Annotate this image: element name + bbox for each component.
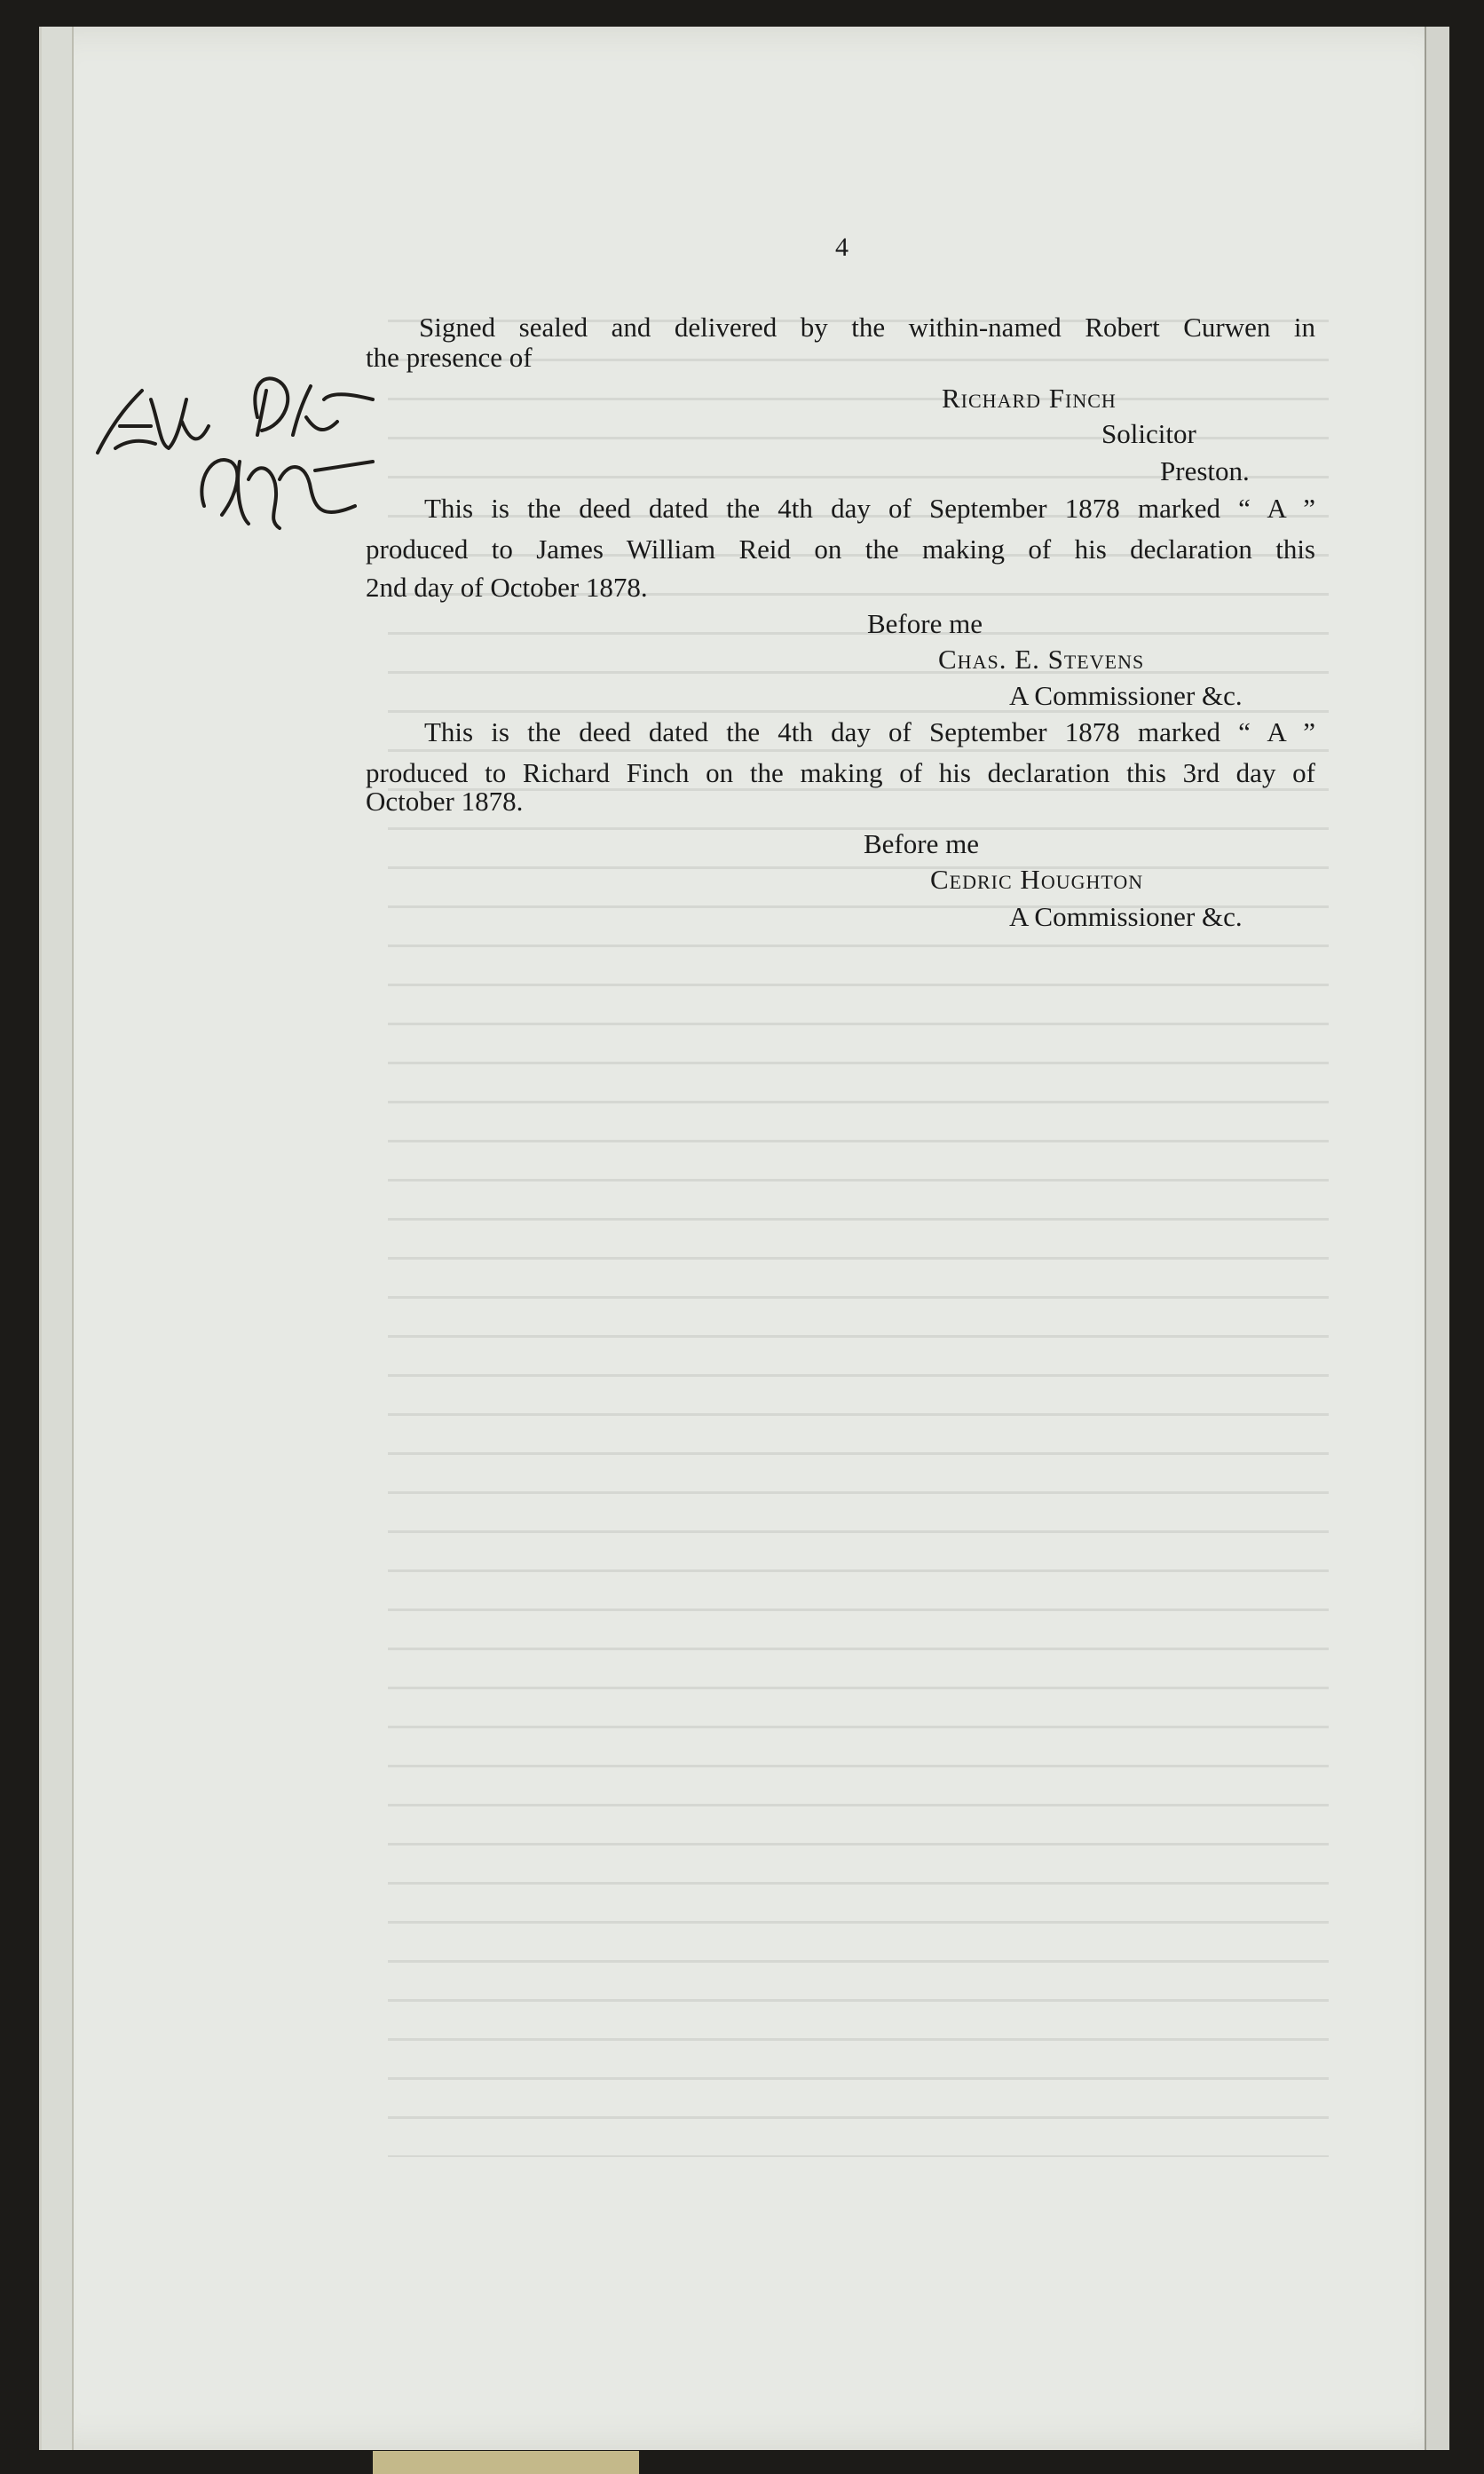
declaration-2-line-1: This is the deed dated the 4th day of September 1878 marked “ A ”	[424, 716, 1315, 747]
declaration-1-line-3: 2nd day of October 1878.	[366, 572, 648, 603]
declaration-1-line-2: produced to James William Reid on the making of his declaration this	[366, 534, 1315, 565]
declaration-1-line-1: This is the deed dated the 4th day of September 1878 marked “ A ”	[424, 493, 1315, 524]
page-number: 4	[835, 233, 849, 262]
declaration-2-line-2: produced to Richard Finch on the making of his declaration this 3rd day of	[366, 757, 1315, 788]
attestation-line-2: the presence of	[366, 342, 533, 373]
witness-title: Solicitor	[1101, 418, 1196, 449]
declaration-1-commissioner-title: A Commissioner &c.	[1009, 680, 1243, 711]
handwritten-initials	[89, 364, 391, 559]
attestation-line-1: Signed sealed and delivered by the within-named Robert Curwen in	[419, 312, 1315, 343]
witness-name: Richard Finch	[942, 383, 1117, 414]
declaration-1-before-me: Before me	[867, 608, 983, 639]
declaration-2-before-me: Before me	[864, 828, 979, 859]
declaration-2-commissioner-title: A Commissioner &c.	[1009, 901, 1243, 932]
declaration-1-commissioner-name: Chas. E. Stevens	[938, 644, 1145, 675]
witness-place: Preston.	[1160, 455, 1250, 486]
declaration-2-line-3: October 1878.	[366, 786, 524, 817]
declaration-2-commissioner-name: Cedric Houghton	[930, 864, 1144, 895]
